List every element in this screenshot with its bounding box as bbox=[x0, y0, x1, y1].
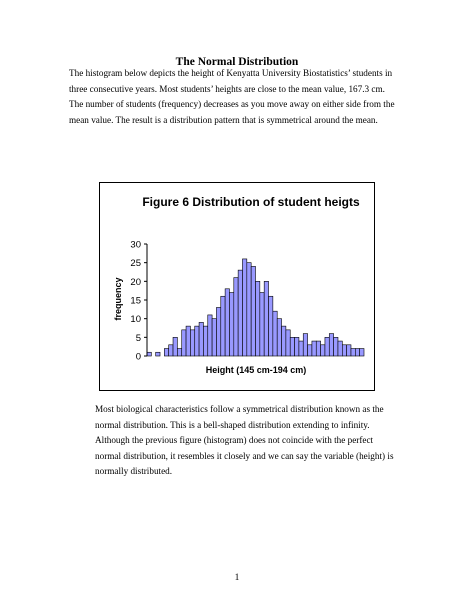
conclusion-line: normally distributed. bbox=[95, 466, 173, 477]
y-tick-label: 0 bbox=[135, 351, 141, 363]
histogram-bar bbox=[295, 337, 299, 356]
histogram-bar bbox=[282, 326, 286, 356]
histogram-bar bbox=[329, 334, 333, 356]
histogram-bar bbox=[256, 281, 260, 356]
conclusion-line: normal distribution, it resembles it closely and we can say the variable (height) is bbox=[95, 450, 394, 461]
conclusion-line: Although the previous figure (histogram) does not coincide with the perfect bbox=[95, 435, 374, 446]
y-tick-label: 30 bbox=[130, 239, 141, 251]
histogram-bar bbox=[260, 293, 264, 356]
histogram-bar bbox=[308, 345, 312, 356]
intro-line: mean value. The result is a distribution pattern that is symmetrical around the mean. bbox=[69, 114, 378, 125]
page-number: 1 bbox=[234, 573, 240, 583]
histogram-bar bbox=[269, 296, 273, 356]
histogram-bar bbox=[203, 326, 207, 356]
intro-paragraph bbox=[69, 66, 414, 128]
x-axis-label: Height (145 cm-194 cm) bbox=[205, 365, 307, 375]
histogram-figure bbox=[99, 182, 375, 391]
histogram-bar bbox=[164, 349, 168, 356]
histogram-bar bbox=[147, 352, 151, 356]
histogram-bar bbox=[321, 345, 325, 356]
histogram-bar bbox=[360, 349, 364, 356]
histogram-bar bbox=[347, 345, 351, 356]
histogram-bar bbox=[182, 330, 186, 356]
conclusion-line: Most biological characteristics follow a symmetrical distribution known as the bbox=[95, 404, 384, 414]
histogram-bar bbox=[299, 341, 303, 356]
histogram-bar bbox=[225, 289, 229, 356]
histogram-bar bbox=[303, 334, 307, 356]
y-tick-label: 10 bbox=[130, 314, 141, 326]
intro-line: three consecutive years. Most students’ heights are close to the mean value, 167.3 cm. bbox=[69, 83, 385, 94]
histogram-bar bbox=[177, 349, 181, 356]
histogram-bar bbox=[221, 296, 225, 356]
y-tick-label: 25 bbox=[130, 258, 141, 270]
histogram-bar bbox=[186, 326, 190, 356]
y-tick-label: 5 bbox=[135, 332, 141, 344]
y-tick-label: 20 bbox=[130, 276, 141, 288]
y-axis-label: frequency bbox=[113, 277, 123, 321]
histogram-bar bbox=[355, 349, 359, 356]
intro-line: The histogram below depicts the height of Kenyatta University Biostatistics’ students in bbox=[69, 68, 393, 78]
histogram-bar bbox=[351, 349, 355, 356]
histogram-bar bbox=[251, 266, 255, 356]
histogram-bar bbox=[208, 315, 212, 356]
histogram-bar bbox=[216, 307, 220, 356]
histogram-bar bbox=[169, 345, 173, 356]
histogram-bar bbox=[338, 341, 342, 356]
histogram-chart bbox=[100, 183, 376, 392]
histogram-bar bbox=[238, 270, 242, 356]
histogram-bar bbox=[195, 326, 199, 356]
page-title: The Normal Distribution bbox=[175, 56, 299, 68]
chart-title: Figure 6 Distribution of student heigts bbox=[142, 195, 360, 209]
histogram-bar bbox=[242, 259, 246, 356]
histogram-bar bbox=[286, 330, 290, 356]
histogram-bar bbox=[342, 345, 346, 356]
histogram-bar bbox=[277, 319, 281, 356]
histogram-bar bbox=[156, 352, 160, 356]
y-tick-label: 15 bbox=[130, 295, 141, 307]
histogram-bar bbox=[264, 281, 268, 356]
histogram-bar bbox=[316, 341, 320, 356]
histogram-bar bbox=[199, 322, 203, 356]
histogram-bar bbox=[334, 337, 338, 356]
conclusion-line: normal distribution. This is a bell-shaped distribution extending to infinity. bbox=[95, 419, 370, 430]
intro-line: The number of students (frequency) decreases as you move away on either side from the bbox=[69, 99, 395, 110]
histogram-bar bbox=[190, 330, 194, 356]
histogram-bar bbox=[212, 319, 216, 356]
histogram-bar bbox=[173, 337, 177, 356]
conclusion-paragraph bbox=[95, 402, 440, 480]
histogram-bar bbox=[234, 278, 238, 356]
histogram-bar bbox=[229, 293, 233, 356]
histogram-bar bbox=[325, 337, 329, 356]
histogram-bar bbox=[312, 341, 316, 356]
histogram-bar bbox=[273, 311, 277, 356]
histogram-bar bbox=[290, 337, 294, 356]
histogram-bar bbox=[247, 263, 251, 356]
